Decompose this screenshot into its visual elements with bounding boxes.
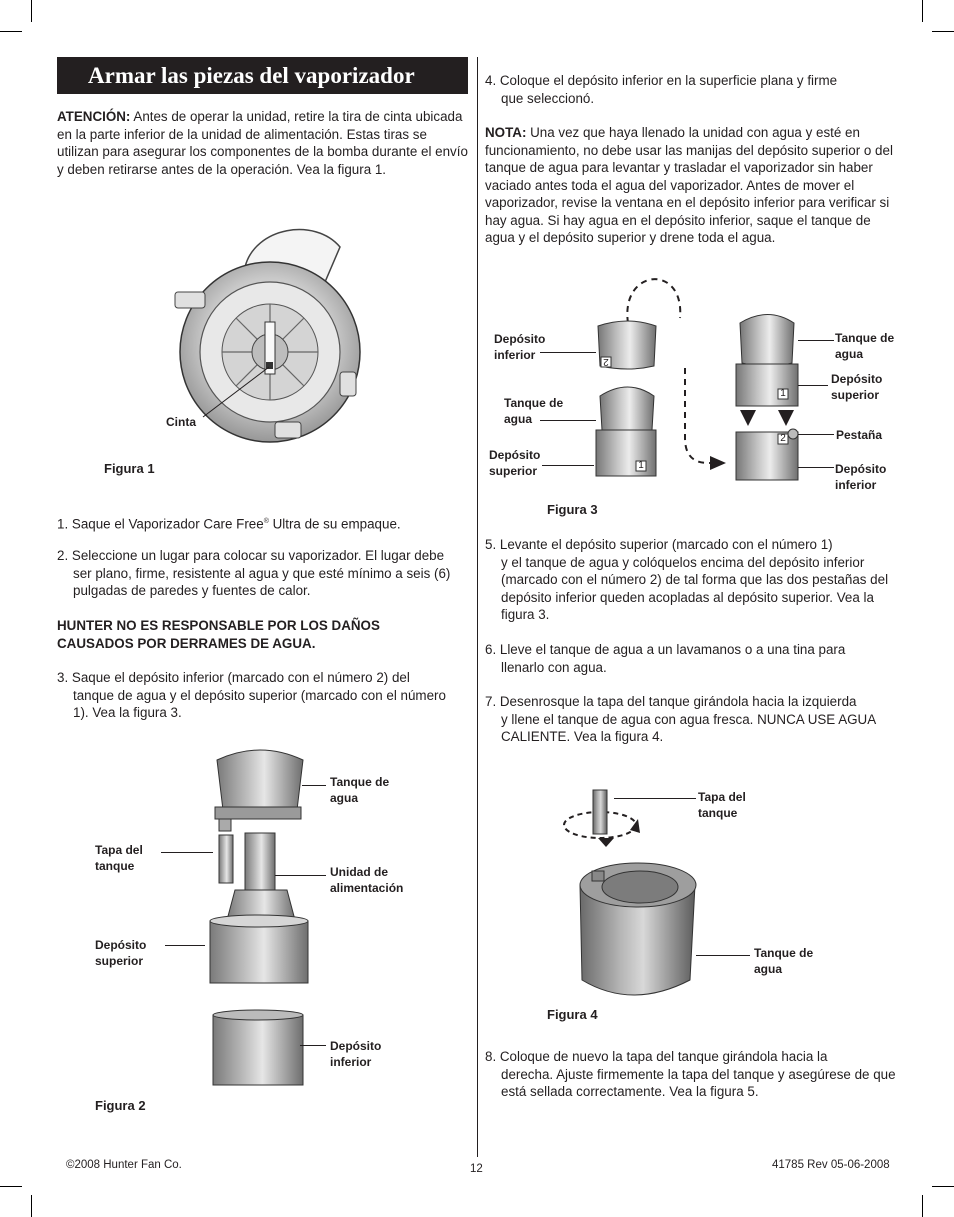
leader-line [165,945,205,946]
figure-2-label-deposito-superior: Depósito superior [95,938,147,968]
figure-4-label-tapa-del-tanque: Tapa del tanque [698,790,746,820]
step-4-continuation: que seleccionó. [501,90,595,106]
column-divider [477,57,478,1157]
crop-mark [922,0,923,22]
nota-label: NOTA: [485,125,527,140]
step-1 [57,513,470,533]
attention-paragraph [57,108,470,178]
figure-3-caption: Figura 3 [547,502,598,517]
step-4-first-line: 4. Coloque el depósito inferior en la superficie plana y firme [485,73,838,88]
figure-2-label-deposito-inferior: Depósito inferior [330,1039,382,1069]
step-1-text-end: Ultra de su empaque. [268,516,401,532]
figure-2-illustration [205,745,315,1090]
leader-line [300,1045,326,1046]
step-7-first-line: 7. Desenrosque la tapa del tanque girándola hacia la izquierda [485,694,857,709]
crop-mark [932,1186,954,1187]
leader-line [275,875,326,876]
figure-3-marker-2-flipped: 2 [603,356,609,367]
attention-label: ATENCIÓN: [57,109,131,124]
leader-line [798,385,828,386]
figure-4-illustration [560,785,705,1005]
step-5 [485,536,900,624]
step-1-text: 1. Saque el Vaporizador Care Free [57,516,264,532]
figure-2-label-tanque-de-agua: Tanque de agua [330,775,390,805]
step-3-first-line: 3. Saque el depósito inferior (marcado con el número 2) del [57,670,410,685]
leader-line [161,852,213,853]
figure-3-label-tanque-de-agua-left: Tanque de agua [504,396,564,426]
step-2-continuation: ser plano, firme, resistente al agua y que esté mínimo a seis (6) pulgadas de paredes y fuentes de calor. [73,565,451,598]
figure-1-label-cinta: Cinta [166,415,196,429]
leader-line [540,352,596,353]
step-6-continuation: llenarlo con agua. [501,659,607,675]
crop-mark [922,1195,923,1217]
step-8 [485,1048,900,1101]
figure-1-illustration [165,222,375,457]
registered-mark: ® [263,518,269,525]
leader-line [696,955,750,956]
leader-line [540,420,596,421]
crop-mark [0,1186,22,1187]
figure-4-caption: Figura 4 [547,1007,598,1022]
attention-text: Antes de operar la unidad, retire la tira de cinta ubicada en la parte inferior de la unidad de alimentación. Estas tiras se utilizan para asegurar los componentes de la bomba durante el envío y deben retirarse antes de la operación. Vea la figura 1. [57,109,468,177]
warning-text: HUNTER NO ES RESPONSABLE POR LOS DAÑOS CAUSADOS POR DERRAMES DE AGUA. [57,618,380,651]
leader-line [798,340,834,341]
leader-line [798,467,834,468]
step-8-first-line: 8. Coloque de nuevo la tapa del tanque girándola hacia la [485,1049,828,1064]
figure-2-label-tapa-del-tanque: Tapa del tanque [95,843,143,873]
nota-paragraph [485,124,900,247]
step-5-continuation: y el tanque de agua y colóquelos encima del depósito inferior (marcado con el número 2) de tal forma que las dos pestañas del depósito inferior queden acopladas al depósito superior. Vea la figura 3. [501,554,889,622]
figure-3-label-deposito-inferior-right: Depósito inferior [835,462,887,492]
step-2-first-line: 2. Seleccione un lugar para colocar su vaporizador. El lugar debe [57,548,445,563]
page-title: Armar las piezas del vaporizador [57,57,468,94]
figure-3-marker-1-left: 1 [638,460,644,471]
figure-2-label-unidad-de-alimentacion: Unidad de alimentación [330,865,404,895]
leader-line [798,434,834,435]
step-3 [57,669,470,722]
figure-3-illustration [590,278,805,493]
step-7 [485,693,900,746]
figure-4-label-tanque-de-agua: Tanque de agua [754,946,814,976]
crop-mark [31,0,32,22]
step-2 [57,547,470,600]
figure-2-caption: Figura 2 [95,1098,146,1113]
step-6-first-line: 6. Lleve el tanque de agua a un lavamanos o a una tina para [485,642,846,657]
footer-copyright: ©2008 Hunter Fan Co. [66,1159,182,1171]
figure-3-label-deposito-superior-left: Depósito superior [489,448,541,478]
crop-mark [31,1195,32,1217]
figure-3-label-deposito-inferior-left: Depósito inferior [494,332,546,362]
figure-3-label-pestana: Pestaña [836,428,883,442]
nota-text: Una vez que haya llenado la unidad con agua y esté en funcionamiento, no debe usar las manijas del depósito superior o del tanque de agua para levantar y trasladar el vaporizador sin haber vaciado antes toda el agua del vaporizador. Antes de mover el vaporizador, revise la ventana en el depósito inferior para verificar si hay agua. Si hay agua en el depósito inferior, saque el tanque de agua y el depósito superior y drene toda el agua. [485,125,893,245]
crop-mark [932,31,954,32]
leader-line [302,785,326,786]
figure-3-label-tanque-de-agua-right: Tanque de agua [835,331,895,361]
figure-3-marker-1-right: 1 [780,388,786,399]
step-8-continuation: derecha. Ajuste firmemente la tapa del tanque y asegúrese de que está sellada correctamente. Vea la figura 5. [501,1066,896,1099]
step-5-first-line: 5. Levante el depósito superior (marcado con el número 1) [485,537,833,552]
figure-1-caption: Figura 1 [104,461,155,476]
step-3-continuation: tanque de agua y el depósito superior (marcado con el número 1). Vea la figura 3. [73,687,446,720]
figure-3-label-deposito-superior-right: Depósito superior [831,372,883,402]
leader-line [614,798,696,799]
crop-mark [0,31,22,32]
figure-3-marker-2-right: 2 [780,433,786,444]
leader-line [542,465,594,466]
step-6 [485,641,900,676]
step-7-continuation: y llene el tanque de agua con agua fresca. NUNCA USE AGUA CALIENTE. Vea la figura 4. [501,711,876,744]
step-4 [485,72,900,107]
footer-page-number: 12 [470,1163,483,1175]
footer-doc-id: 41785 Rev 05-06-2008 [772,1159,890,1171]
